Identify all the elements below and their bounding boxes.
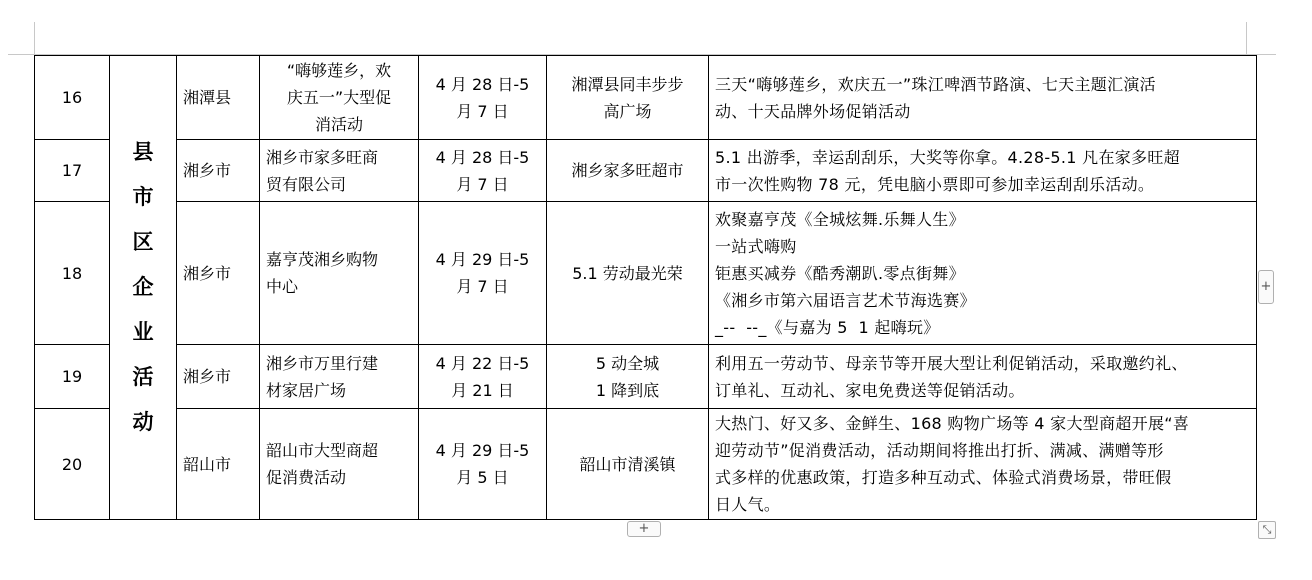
date-line: 月 5 日: [456, 468, 509, 487]
activity-name-line: 材家居广场: [266, 380, 347, 400]
table-row: [35, 409, 1257, 520]
description-line: _-- --_《与嘉为 5 1 起嗨玩》: [715, 317, 940, 337]
date-line: 4 月 29 日-5: [435, 441, 530, 460]
table-row: [35, 56, 1257, 140]
activity-name-cell: [260, 140, 419, 202]
region-cell: 韶山市: [177, 409, 260, 520]
date-cell: [419, 409, 547, 520]
row-number: 20: [35, 409, 110, 520]
description-line: 日人气。: [715, 495, 781, 514]
page-left-margin-guide: [34, 22, 35, 54]
page-right-margin-guide: [1246, 22, 1247, 54]
activity-name-cell: [260, 56, 419, 140]
venue-line: 湘潭县同丰步步: [571, 74, 684, 94]
description-cell: [709, 140, 1257, 202]
add-row-button[interactable]: +: [627, 521, 661, 537]
activity-name-cell: [260, 409, 419, 520]
date-cell: [419, 202, 547, 345]
date-line: 4 月 29 日-5: [435, 250, 530, 269]
date-line: 4 月 22 日-5: [435, 353, 530, 373]
description-line: 动、十天品牌外场促销活动: [715, 101, 911, 121]
activity-name-line: “嗨够莲乡，欢: [286, 61, 392, 80]
row-number: 16: [35, 56, 110, 140]
activity-name-line: 贸有限公司: [266, 174, 347, 194]
table-row: [35, 140, 1257, 202]
venue-line: 高广场: [603, 101, 652, 121]
description-line: 式多样的优惠政策，打造多种互动式、体验式消费场景，带旺假: [715, 468, 1172, 487]
date-cell: [419, 56, 547, 140]
venue-cell: [547, 56, 709, 140]
venue-cell: [547, 202, 709, 345]
venue-line: 5.1 劳动最光荣: [572, 263, 683, 283]
venue-line: 湘乡家多旺超市: [571, 161, 684, 180]
activity-name-line: 促消费活动: [266, 468, 347, 487]
activity-name-line: 湘乡市家多旺商: [266, 147, 379, 167]
description-line: 大热门、好又多、金鲜生、168 购物广场等 4 家大型商超开展“喜: [715, 414, 1190, 433]
region-cell: 湘乡市: [177, 202, 260, 345]
description-line: 5.1 出游季，幸运刮刮乐，大奖等你拿。4.28-5.1 凡在家多旺超: [715, 147, 1180, 167]
activity-name-line: 韶山市大型商超: [266, 441, 379, 460]
description-cell: [709, 409, 1257, 520]
venue-line: 1 降到底: [595, 380, 660, 400]
group-label: 县市区企业活动: [132, 140, 154, 434]
description-line: 迎劳动节”促消费活动，活动期间将推出打折、满减、满赠等形: [715, 441, 1164, 460]
venue-cell: [547, 345, 709, 409]
description-cell: [709, 202, 1257, 345]
description-line: 市一次性购物 78 元，凭电脑小票即可参加幸运刮刮乐活动。: [715, 174, 1155, 194]
date-line: 月 7 日: [456, 174, 509, 194]
activity-name-cell: [260, 345, 419, 409]
date-line: 4 月 28 日-5: [435, 147, 530, 167]
description-line: 三天“嗨够莲乡，欢庆五一”珠江啤酒节路演、七天主题汇演活: [715, 74, 1156, 94]
activity-name-line: 庆五一”大型促: [286, 88, 392, 107]
activity-name-line: 湘乡市万里行建: [266, 353, 379, 373]
region-cell: 湘乡市: [177, 140, 260, 202]
description-cell: [709, 345, 1257, 409]
venue-cell: [547, 409, 709, 520]
activity-name-cell: [260, 202, 419, 345]
description-line: 钜惠买减券《酷秀潮趴.零点街舞》: [715, 263, 965, 283]
date-line: 月 7 日: [456, 277, 509, 296]
activity-name-line: 嘉亨茂湘乡购物: [266, 250, 379, 269]
row-number: 19: [35, 345, 110, 409]
table-resize-handle[interactable]: ⤡: [1258, 521, 1276, 539]
description-line: 一站式嗨购: [715, 236, 797, 256]
description-line: 欢聚嘉亨茂《全城炫舞.乐舞人生》: [715, 209, 965, 229]
row-number: 17: [35, 140, 110, 202]
date-line: 4 月 28 日-5: [435, 74, 530, 94]
venue-line: 韶山市清溪镇: [579, 454, 676, 474]
activity-name-line: 消活动: [314, 115, 363, 134]
date-cell: [419, 345, 547, 409]
region-cell: 湘潭县: [177, 56, 260, 140]
add-column-button[interactable]: +: [1258, 270, 1274, 304]
activity-name-line: 中心: [266, 277, 299, 296]
date-cell: [419, 140, 547, 202]
description-line: 利用五一劳动节、母亲节等开展大型让利促销活动，采取邀约礼、: [715, 353, 1188, 373]
description-line: 订单礼、互动礼、家电免费送等促销活动。: [715, 380, 1025, 400]
date-line: 月 7 日: [456, 101, 509, 121]
region-cell: 湘乡市: [177, 345, 260, 409]
date-line: 月 21 日: [451, 380, 514, 400]
venue-cell: [547, 140, 709, 202]
description-line: 《湘乡市第六届语言艺术节海选赛》: [715, 290, 976, 310]
description-cell: [709, 56, 1257, 140]
table-row: [35, 202, 1257, 345]
venue-line: 5 动全城: [595, 353, 660, 373]
table-row: [35, 345, 1257, 409]
row-number: 18: [35, 202, 110, 345]
activity-table: [34, 55, 1257, 520]
group-label-cell: [110, 56, 177, 520]
